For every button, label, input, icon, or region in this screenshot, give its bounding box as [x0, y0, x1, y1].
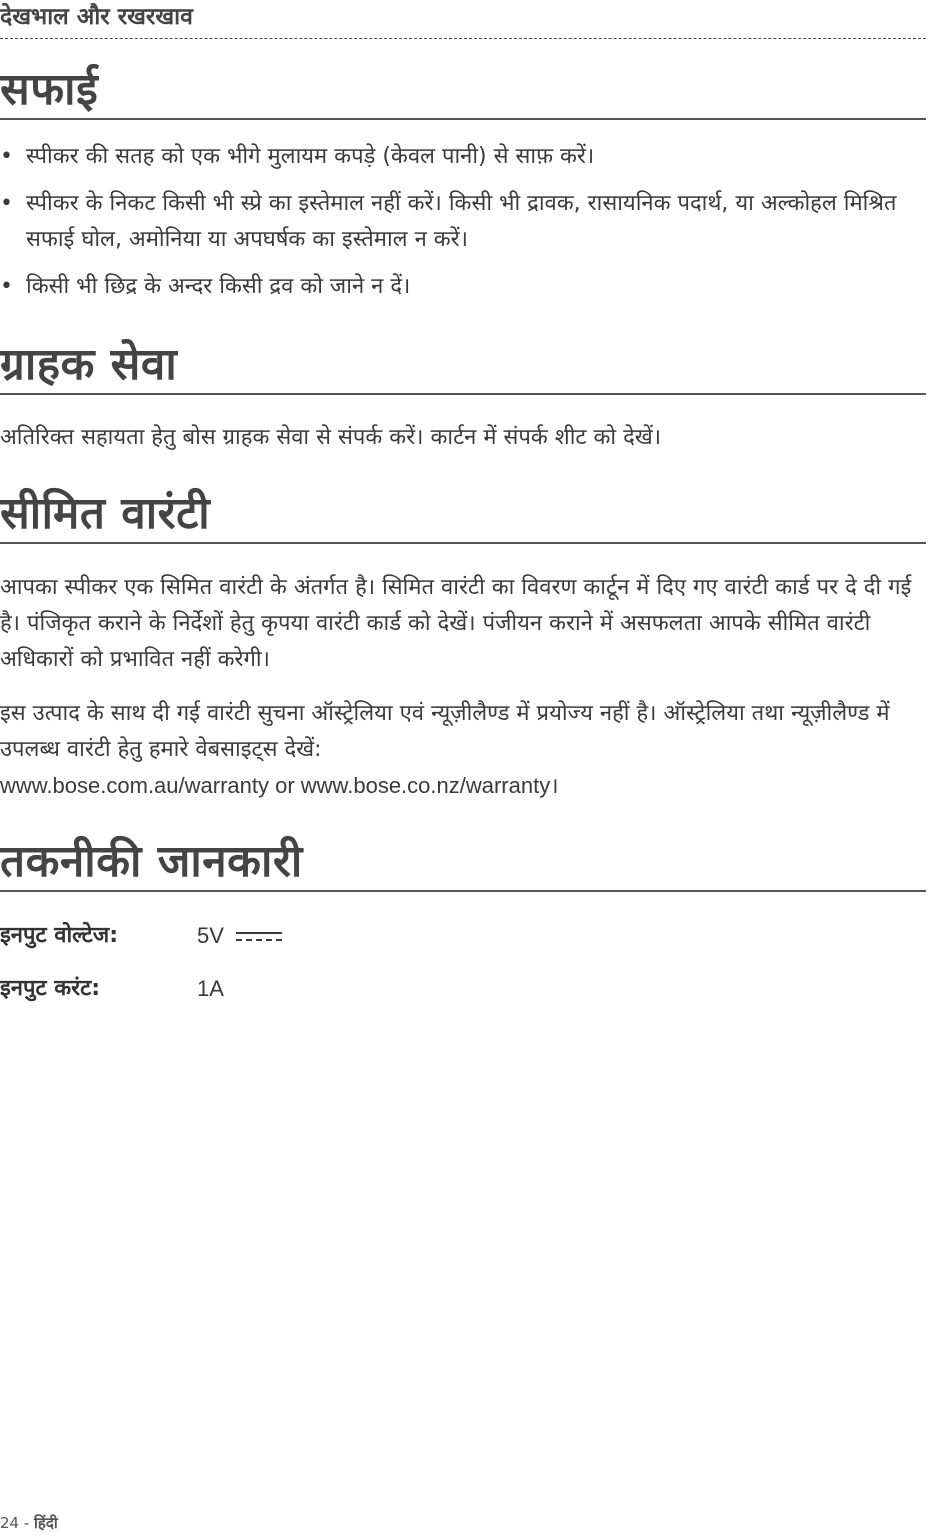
- running-header-text: देखभाल और रखरखाव: [0, 4, 193, 30]
- running-header: [0, 0, 926, 39]
- footer-language: हिंदी: [34, 1514, 58, 1532]
- cleaning-bullet-list: [0, 139, 926, 316]
- bullet-icon: •: [0, 274, 13, 299]
- section-title-technical: तकनीकी जानकारी: [0, 834, 926, 892]
- list-item: [0, 139, 926, 175]
- spec-row-input-voltage: [0, 918, 926, 954]
- spec-value-input-voltage: [197, 918, 282, 954]
- warranty-paragraph-2-block: [0, 696, 926, 805]
- page-footer: [0, 1512, 58, 1534]
- section-title-cleaning: सफाई: [0, 62, 926, 120]
- section-title-customer-service: ग्राहक सेवा: [0, 337, 926, 395]
- list-item: [0, 269, 926, 305]
- spec-label-input-current: इनपुट करंट:: [0, 976, 101, 1001]
- bullet-icon: •: [0, 191, 13, 216]
- spec-value-input-current: 1A: [197, 976, 224, 1001]
- warranty-paragraph-1: आपका स्पीकर एक सिमित वारंटी के अंतर्गत है। सिमित वारंटी का विवरण कार्टून में दिए गए वारंटी कार्ड पर दे दी गई है। पंजिकृत कराने के निर्देशों हेतु कृपया वारंटी कार्ड को देखें। पंजीयन कराने में असफलता आपके सीमित वारंटी अधिकारों को प्रभावित नहीं करेगी।: [0, 575, 912, 672]
- bullet-icon: •: [0, 144, 13, 169]
- customer-service-text: अतिरिक्त सहायता हेतु बोस ग्राहक सेवा से संपर्क करें। कार्टन में संपर्क शीट को देखें।: [0, 425, 662, 450]
- list-item: [0, 186, 926, 258]
- cleaning-bullet-text: स्पीकर की सतह को एक भीगे मुलायम कपड़े (केवल पानी) से साफ़ करें।: [26, 144, 595, 169]
- spec-row-input-current: [0, 971, 926, 1007]
- page-number: 24 -: [0, 1514, 35, 1532]
- section-title-warranty: सीमित वारंटी: [0, 486, 926, 544]
- warranty-paragraph-2: इस उत्पाद के साथ दी गई वारंटी सुचना ऑस्ट्रेलिया एवं न्यूज़ीलैण्ड में प्रयोज्य नहीं है। ऑस्ट्रेलिया तथा न्यूज़ीलैण्ड में उपलब्ध वारंटी हेतु हमारे वेबसाइट्स देखें:: [0, 701, 890, 762]
- cleaning-bullet-text: किसी भी छिद्र के अन्दर किसी द्रव को जाने न दें।: [26, 274, 411, 299]
- warranty-urls: www.bose.com.au/warranty or www.bose.co.nz/warranty।: [0, 773, 559, 798]
- dc-current-symbol-icon: [236, 930, 282, 944]
- cleaning-bullet-text: स्पीकर के निकट किसी भी स्प्रे का इस्तेमाल नहीं करें। किसी भी द्रावक, रासायनिक पदार्थ, या अल्कोहल मिश्रित सफाई घोल, अमोनिया या अपघर्षक का इस्तेमाल न करें।: [26, 191, 897, 252]
- input-voltage-value: 5V: [197, 923, 224, 948]
- spec-label-input-voltage: इनपुट वोल्टेज:: [0, 923, 118, 948]
